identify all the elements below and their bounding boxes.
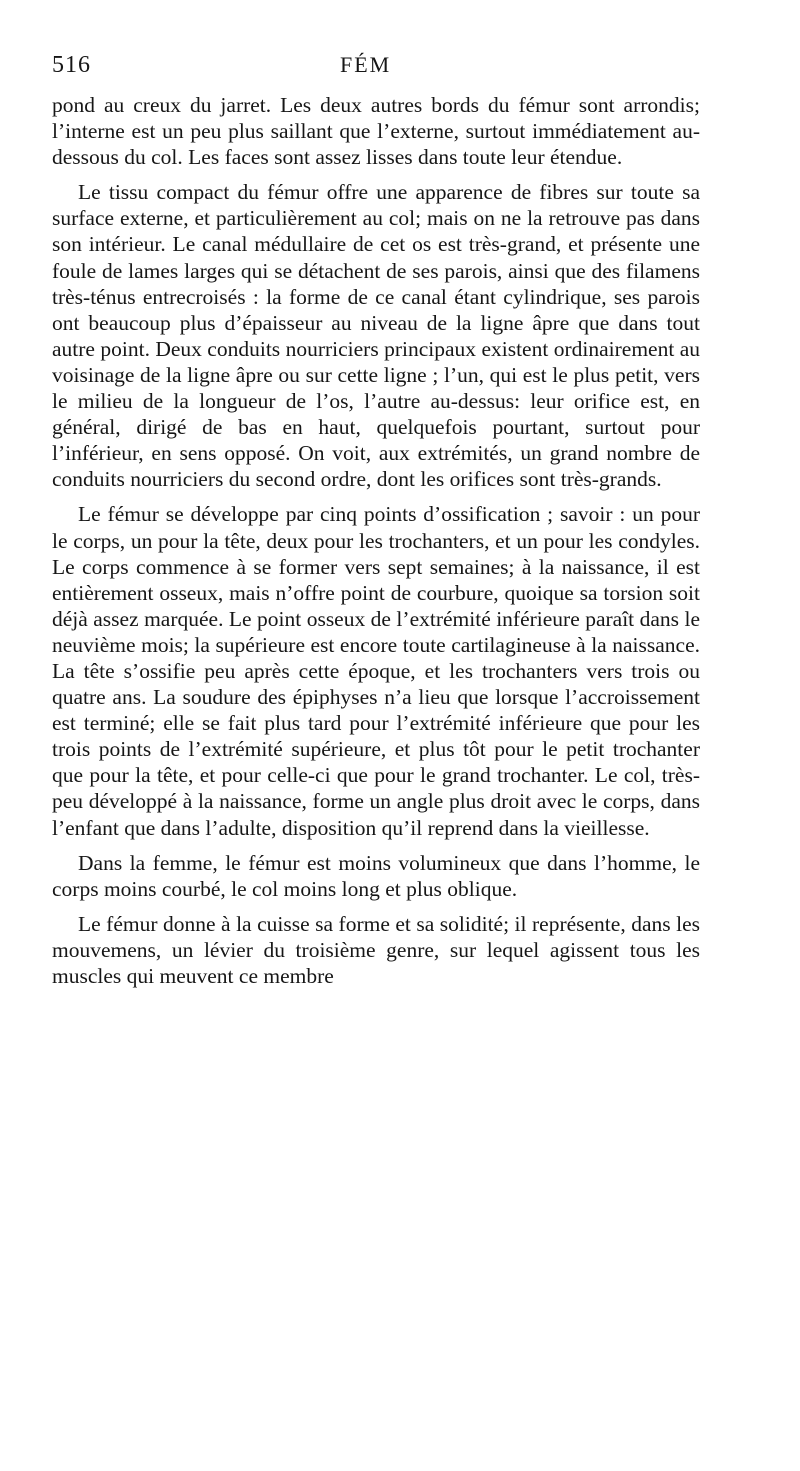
running-head bbox=[52, 52, 712, 88]
paragraph-function: Le fémur donne à la cuisse sa forme et sa solidité; il représente, dans les mouvemens, un lévier du troisième genre, sur lequel agissent tous les muscles qui meuvent ce membre bbox=[52, 911, 700, 988]
body-text bbox=[52, 92, 700, 998]
paragraph-ossification: Le fémur se développe par cinq points d’ossification ; savoir : un pour le corps, un pour la tête, deux pour les trochanters, et un pour les condyles. Le corps commence à se former vers sept semaines; à la naissance, il est entièrement osseux, mais n’offre point de courbure, quoique sa torsion soit déjà assez marquée. Le point osseux de l’extrémité inférieure paraît dans le neuvième mois; la supérieure est encore toute cartilagineuse à la naissance. La tête s’ossifie peu après cette époque, et les trochanters vers trois ou quatre ans. La soudure des épiphyses n’a lieu que lorsque l’accroissement est terminé; elle se fait plus tard pour l’extrémité inférieure que pour les trois points de l’extrémité supérieure, et plus tôt pour le petit trochanter que pour la tête, et pour celle-ci que pour le grand trochanter. Le col, très-peu développé à la naissance, forme un angle plus droit avec le corps, dans l’enfant que dans l’adulte, disposition qu’il reprend dans la vieillesse. bbox=[52, 502, 700, 840]
paragraph-compact-tissue: Le tissu compact du fémur offre une apparence de fibres sur toute sa surface externe, et particulièrement au col; mais on ne la retrouve pas dans son intérieur. Le canal médullaire de cet os est très-grand, et présente une foule de lames larges qui se détachent de ses parois, ainsi que des filamens très-ténus entrecroisés : la forme de ce canal étant cylindrique, ses parois ont beaucoup plus d’épaisseur au niveau de la ligne âpre que dans tout autre point. Deux conduits nourriciers principaux existent ordinairement au voisinage de la ligne âpre ou sur cette ligne ; l’un, qui est le plus petit, vers le milieu de la longueur de l’os, l’autre au-dessus: leur orifice est, en général, dirigé de bas en haut, quelquefois pourtant, surtout pour l’inférieur, en sens opposé. On voit, aux extrémités, un grand nombre de conduits nourriciers du second ordre, dont les orifices sont très-grands. bbox=[52, 180, 700, 492]
running-title: FÉM bbox=[340, 52, 392, 77]
page-number: 516 bbox=[52, 52, 91, 78]
paragraph-continuation: pond au creux du jarret. Les deux autres bords du fémur sont arrondis; l’interne est un peu plus saillant que l’externe, surtout immédiatement au-dessous du col. Les faces sont assez lisses dans toute leur étendue. bbox=[52, 93, 700, 170]
paragraph-female-femur: Dans la femme, le fémur est moins volumineux que dans l’homme, le corps moins courbé, le col moins long et plus oblique. bbox=[52, 850, 700, 901]
